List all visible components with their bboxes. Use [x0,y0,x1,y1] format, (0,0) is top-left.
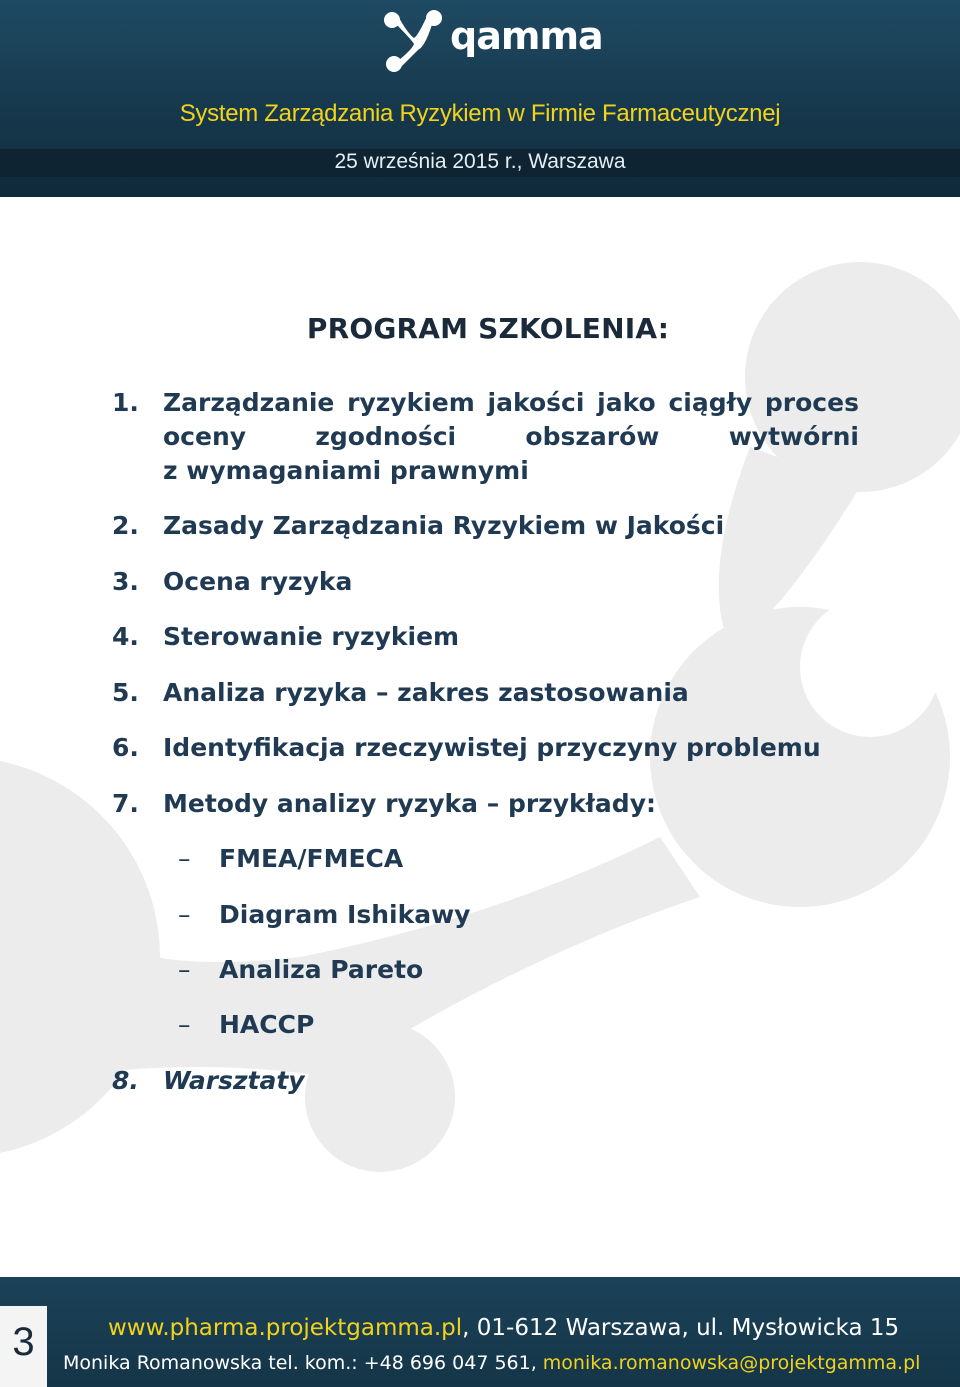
event-title: System Zarządzania Ryzykiem w Firmie Farmaceutycznej [179,100,781,127]
item-number: 6. [112,733,139,762]
item-text: Metody analizy ryzyka – przykłady: [163,789,656,818]
item-text-line [163,388,859,417]
sub-item-text: HACCP [219,1010,315,1039]
item-text: Identyfikacja rzeczywistej przyczyny problemu [163,733,821,762]
dash-bullet: – [178,955,191,984]
website-link[interactable]: www.pharma.projektgamma.pl [108,1315,463,1341]
logo-wordmark: qamma [450,14,603,58]
dash-bullet: – [178,1010,191,1039]
item-word: ciągły [668,388,753,417]
footer-contact-line [63,1352,920,1374]
sub-item-text: Analiza Pareto [219,955,424,984]
item-text-line [163,422,859,451]
item-word: obszarów [525,422,660,451]
item-number: 7. [112,789,139,818]
item-number: 8. [112,1066,139,1095]
item-number: 2. [112,511,139,540]
item-word: jakości [487,388,585,417]
item-text: Sterowanie ryzykiem [163,622,460,651]
item-word: zgodności [315,422,457,451]
item-number: 3. [112,567,139,596]
item-word: jako [597,388,656,417]
item-text: Analiza ryzyka – zakres zastosowania [163,678,689,707]
item-text: Warsztaty [163,1066,305,1095]
item-word: Zarządzanie [163,388,335,417]
sub-item-text: Diagram Ishikawy [219,900,471,929]
item-word: wytwórni [728,422,859,451]
event-date: 25 września 2015 r., Warszawa [334,150,626,173]
dash-bullet: – [178,900,191,929]
footer-address: , 01-612 Warszawa, ul. Mysłowicka 15 [462,1315,900,1341]
email-link[interactable]: monika.romanowska@projektgamma.pl [542,1352,921,1374]
item-number: 1. [112,388,139,417]
item-text: Ocena ryzyka [163,567,353,596]
footer-contact: Monika Romanowska tel. kom.: +48 696 047 561, [63,1352,543,1374]
item-text: Zasady Zarządzania Ryzykiem w Jakości [163,511,725,540]
dash-bullet: – [178,844,191,873]
item-number: 4. [112,622,139,651]
sub-item-text: FMEA/FMECA [219,844,404,873]
page-number: 3 [12,1320,35,1364]
item-word: oceny [163,422,247,451]
footer-address-line [108,1315,899,1341]
item-text: z wymaganiami prawnymi [163,456,529,485]
program-title: PROGRAM SZKOLENIA: [306,312,670,345]
item-number: 5. [112,678,139,707]
item-word: ryzykiem [347,388,475,417]
item-word: proces [764,388,859,417]
